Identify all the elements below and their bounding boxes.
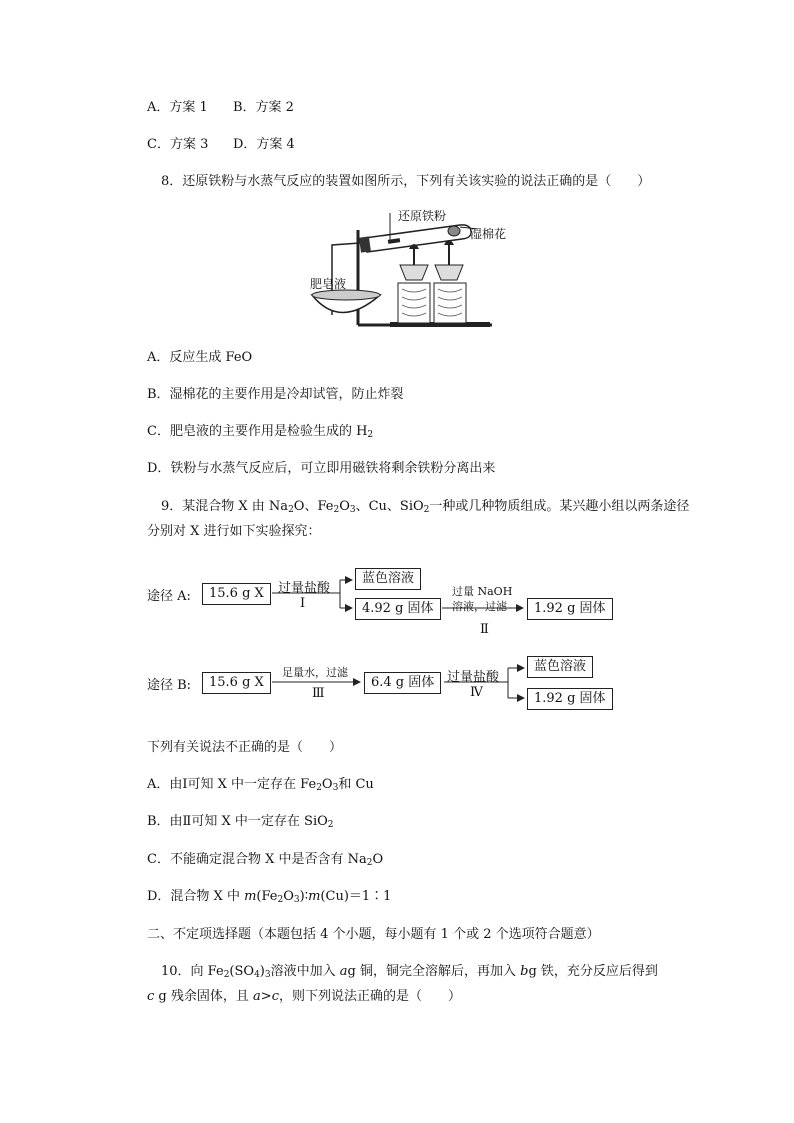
path-b-reagent2: 过量盐酸 [447, 670, 500, 685]
path-a-solid1-box: 4.92 g 固体 [355, 598, 441, 620]
fig-label-soap: 肥皂液 [310, 277, 347, 291]
path-b-solid2-box: 1.92 g 固体 [527, 688, 613, 710]
q7-option-c: C．方案 3 [147, 137, 209, 152]
path-b-reagent1: 足量水，过滤 [282, 666, 348, 679]
q9-option-c: C．不能确定混合物 X 中是否含有 $Na_2O$ [147, 852, 384, 868]
section-2-heading: 二、不定项选择题（本题包括 4 个小题，每小题有 1 个或 2 个选项符合题意） [147, 927, 600, 942]
q9-option-b: B．由Ⅱ可知 X 中一定存在 SiO$_2$ [147, 814, 334, 830]
path-a-reagent1: 过量盐酸 [278, 581, 331, 596]
q8-option-c: C．肥皂液的主要作用是检验生成的 $H_2$ [147, 424, 374, 440]
q10-stem-line2: c g 残余固体，且 a>c，则下列说法正确的是（ ） [147, 989, 461, 1004]
path-b-label: 途径 B: [147, 678, 192, 693]
q8-option-b: B．湿棉花的主要作用是冷却试管，防止炸裂 [147, 387, 404, 402]
path-b-blue-solution-box: 蓝色溶液 [527, 656, 593, 678]
path-b-start-box: 15.6 g X [202, 672, 271, 694]
q9-stem-line2: 分别对 X 进行如下实验探究： [147, 524, 321, 539]
path-a-solid2-box: 1.92 g 固体 [527, 598, 613, 620]
path-b-solid1-box: 6.4 g 固体 [364, 672, 441, 694]
path-a-step2: Ⅱ [480, 622, 489, 637]
path-a-label: 途径 A: [147, 589, 191, 604]
q8-stem: 8．还原铁粉与水蒸气反应的装置如图所示，下列有关该实验的说法正确的是（ ） [161, 174, 651, 189]
path-a-reagent2-line1: 过量 NaOH [452, 585, 513, 598]
q8-option-d: D．铁粉与水蒸气反应后，可立即用磁铁将剩余铁粉分离出来 [147, 461, 496, 476]
path-a-blue-solution-box: 蓝色溶液 [355, 568, 421, 590]
fig-label-iron-powder: 还原铁粉 [398, 209, 447, 223]
q7-option-b: B．方案 2 [233, 100, 294, 115]
path-a-start-box: 15.6 g X [202, 583, 271, 605]
fig-label-wet-cotton: 湿棉花 [470, 227, 507, 241]
q10-stem-line1: 10．向 $Fe_2(SO_4)_3$溶液中加入 ag 铜，铜完全溶解后，再加入 bg 铁，充分反应后得到 [161, 964, 658, 980]
q9-option-d: D．混合物 X 中 $m(Fe_2O_3)∶m(Cu)=1∶1$ [147, 889, 392, 905]
q7-option-d: D．方案 4 [233, 137, 295, 152]
q9-stem-line1: 9．某混合物 X 由 $Na_2O$、$Fe_2O_3$、Cu、SiO$_2$一种或几种物质组成。某兴趣小组以两条途径 [161, 499, 690, 515]
q9-ask: 下列有关说法不正确的是（ ） [147, 740, 343, 755]
q7-option-a: A．方案 1 [147, 100, 208, 115]
q9-option-a: A．由Ⅰ可知 X 中一定存在 $Fe_2O_3$和 Cu [147, 777, 374, 793]
q8-option-a: A．反应生成 FeO [147, 350, 253, 365]
path-a-reagent2-line2: 溶液，过滤 [452, 600, 507, 613]
path-b-step2: Ⅳ [470, 685, 483, 700]
path-b-step1: Ⅲ [312, 686, 325, 701]
path-a-step1: Ⅰ [300, 596, 306, 611]
